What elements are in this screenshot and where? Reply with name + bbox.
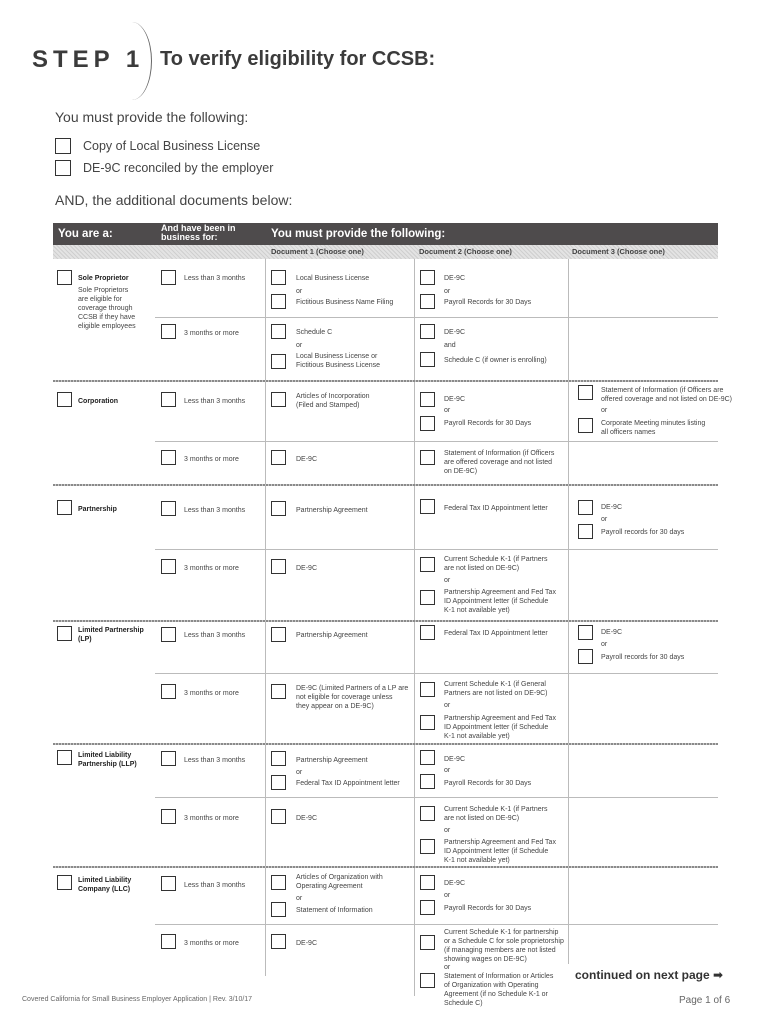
- doc2-checkbox[interactable]: [420, 392, 435, 407]
- doc-label: Payroll records for 30 days: [601, 529, 685, 536]
- entity-sole-proprietor: Sole Proprietor: [78, 275, 129, 282]
- llp-checkbox[interactable]: [57, 750, 72, 765]
- doc-line: Corporate Meeting minutes listing: [601, 420, 706, 427]
- doc-line: (if managing members are not listed: [444, 947, 556, 954]
- sole-proprietor-note: [78, 286, 136, 331]
- doc-label: Partnership Agreement: [296, 507, 368, 514]
- column-divider: [414, 259, 415, 996]
- col-provide: You must provide the following:: [271, 228, 446, 240]
- or-label: or: [296, 288, 303, 295]
- duration-checkbox[interactable]: [161, 876, 176, 891]
- doc-label: Local Business License: [296, 275, 370, 282]
- section-separator: [53, 866, 718, 868]
- doc-label: Fictitious Business Name Filing: [296, 299, 394, 306]
- doc2-checkbox[interactable]: [420, 590, 435, 605]
- entity-line: Limited Liability: [78, 752, 132, 759]
- doc-label: Schedule C: [296, 329, 333, 336]
- doc1-checkbox[interactable]: [271, 775, 286, 790]
- requirement-label: DE-9C reconciled by the employer: [83, 161, 274, 175]
- doc2-checkbox[interactable]: [420, 557, 435, 572]
- doc1-checkbox[interactable]: [271, 501, 286, 516]
- or-label: or: [444, 407, 451, 414]
- requirement-de9c: [55, 160, 273, 176]
- doc1-checkbox[interactable]: [271, 684, 286, 699]
- doc-label: Partnership Agreement: [296, 757, 368, 764]
- doc-line: Current Schedule K-1 (if Partners: [444, 806, 548, 813]
- doc2-checkbox[interactable]: [420, 499, 435, 514]
- doc-line: (Filed and Stamped): [296, 402, 360, 409]
- doc-line: ID Appointment letter (if Schedule: [444, 848, 549, 855]
- duration-checkbox[interactable]: [161, 684, 176, 699]
- doc-label: Payroll Records for 30 Days: [444, 420, 532, 427]
- entity-corporation: Corporation: [78, 398, 119, 405]
- or-label: or: [444, 702, 451, 709]
- duration-checkbox[interactable]: [161, 392, 176, 407]
- doc-label: [601, 386, 732, 404]
- requirement-business-license: [55, 138, 260, 154]
- business-license-checkbox[interactable]: [55, 138, 71, 154]
- duration-label: Less than 3 months: [184, 757, 246, 764]
- doc-label: Federal Tax ID Appointment letter: [296, 780, 400, 787]
- or-label: or: [296, 769, 303, 776]
- entity-limited-partnership: [78, 626, 144, 644]
- doc-label: Schedule C (if owner is enrolling): [444, 357, 547, 364]
- doc-label: DE-9C: [444, 396, 466, 403]
- duration-label: Less than 3 months: [184, 507, 246, 514]
- doc-label: Federal Tax ID Appointment letter: [444, 505, 548, 512]
- row-divider: [155, 924, 718, 925]
- section-separator: [53, 484, 718, 486]
- footer-text: Covered California for Small Business Employer Application | Rev. 3/10/17: [22, 996, 253, 1003]
- or-label: or: [296, 342, 303, 349]
- doc-line: are offered coverage and not listed: [444, 459, 553, 466]
- doc-line: Partners are not listed on DE-9C): [444, 690, 548, 697]
- additional-docs-text: AND, the additional documents below:: [55, 192, 293, 208]
- step-label: STEP 1: [32, 46, 145, 73]
- doc-label: [444, 680, 548, 698]
- doc-label: [296, 392, 370, 410]
- col-duration: And have been in business for:: [161, 223, 236, 242]
- doc-label: [444, 449, 554, 476]
- doc-line: of Organization with Operating: [444, 982, 539, 989]
- doc-label: [296, 352, 380, 370]
- doc-line: showing wages on DE-9C): [444, 956, 527, 963]
- doc-label: [296, 684, 408, 711]
- doc-line: K-1 not available yet): [444, 607, 510, 614]
- doc3-checkbox[interactable]: [578, 649, 593, 664]
- doc-label: DE-9C: [296, 815, 318, 822]
- doc-line: Operating Agreement: [296, 883, 363, 890]
- doc2-checkbox[interactable]: [420, 324, 435, 339]
- duration-label: 3 months or more: [184, 565, 239, 572]
- doc-line: Fictitious Business License: [296, 362, 381, 369]
- doc-label: [444, 838, 556, 865]
- doc1-checkbox[interactable]: [271, 751, 286, 766]
- doc3-checkbox[interactable]: [578, 625, 593, 640]
- duration-label: 3 months or more: [184, 330, 239, 337]
- duration-label: 3 months or more: [184, 690, 239, 697]
- or-label: or: [601, 641, 608, 648]
- doc3-checkbox[interactable]: [578, 385, 593, 400]
- row-divider: [155, 549, 718, 550]
- or-label: or: [444, 288, 451, 295]
- doc-line: Statement of Information (if Officers are: [601, 387, 724, 394]
- doc-line: offered coverage and not listed on DE-9C): [601, 396, 733, 403]
- doc-label: DE-9C: [296, 940, 318, 947]
- or-label: or: [444, 577, 451, 584]
- note-line: Sole Proprietors: [78, 287, 129, 294]
- step-divider: [112, 22, 152, 100]
- doc2-checkbox[interactable]: [420, 715, 435, 730]
- doc-label: Payroll Records for 30 Days: [444, 299, 532, 306]
- duration-label: Less than 3 months: [184, 632, 246, 639]
- doc2-header: Document 2 (Choose one): [419, 247, 512, 256]
- entity-llc: [78, 876, 131, 894]
- doc-line: Current Schedule K-1 for partnership: [444, 929, 559, 936]
- duration-label: Less than 3 months: [184, 398, 246, 405]
- duration-checkbox[interactable]: [161, 934, 176, 949]
- partnership-checkbox[interactable]: [57, 500, 72, 515]
- duration-checkbox[interactable]: [161, 501, 176, 516]
- doc2-checkbox[interactable]: [420, 450, 435, 465]
- column-divider: [265, 259, 266, 976]
- requirement-label: Copy of Local Business License: [83, 139, 261, 153]
- doc1-checkbox[interactable]: [271, 627, 286, 642]
- duration-label: Less than 3 months: [184, 275, 246, 282]
- row-divider: [155, 797, 718, 798]
- corporation-checkbox[interactable]: [57, 392, 72, 407]
- note-line: coverage through: [78, 305, 133, 312]
- note-line: CCSB if they have: [78, 314, 136, 321]
- doc1-checkbox[interactable]: [271, 294, 286, 309]
- row-divider: [155, 673, 718, 674]
- doc1-checkbox[interactable]: [271, 324, 286, 339]
- or-label: or: [444, 827, 451, 834]
- doc-line: Schedule C): [444, 1000, 483, 1007]
- doc-line: K-1 not available yet): [444, 857, 510, 864]
- doc2-checkbox[interactable]: [420, 839, 435, 854]
- entity-line: Company (LLC): [78, 886, 131, 893]
- doc-label: DE-9C: [601, 504, 623, 511]
- doc-line: they appear on a DE-9C): [296, 703, 374, 710]
- doc-label: [444, 805, 548, 823]
- doc-line: or a Schedule C for sole proprietorship: [444, 938, 564, 945]
- doc-label: [296, 873, 383, 891]
- continued-next-page: continued on next page ➡: [575, 968, 724, 982]
- doc2-checkbox[interactable]: [420, 270, 435, 285]
- doc2-checkbox[interactable]: [420, 682, 435, 697]
- entity-line: Partnership (LLP): [78, 761, 137, 768]
- doc-label: DE-9C: [296, 456, 318, 463]
- entity-llp: [78, 751, 137, 769]
- doc-label: Payroll Records for 30 Days: [444, 905, 532, 912]
- duration-checkbox[interactable]: [161, 324, 176, 339]
- doc-line: Partnership Agreement and Fed Tax: [444, 589, 556, 596]
- section-separator: [53, 743, 718, 745]
- or-label: or: [444, 892, 451, 899]
- doc2-checkbox[interactable]: [420, 875, 435, 890]
- doc1-checkbox[interactable]: [271, 354, 286, 369]
- doc-line: ID Appointment letter (if Schedule: [444, 598, 549, 605]
- de9c-checkbox[interactable]: [55, 160, 71, 176]
- doc-label: DE-9C: [444, 329, 466, 336]
- doc-label: Federal Tax ID Appointment letter: [444, 630, 548, 637]
- doc-label: Partnership Agreement: [296, 632, 368, 639]
- or-label: or: [601, 407, 608, 414]
- section-separator: [53, 620, 718, 622]
- page-number: Page 1 of 6: [679, 995, 731, 1006]
- duration-checkbox[interactable]: [161, 809, 176, 824]
- or-label: or: [601, 516, 608, 523]
- note-line: eligible employees: [78, 323, 136, 330]
- doc2-checkbox[interactable]: [420, 352, 435, 367]
- doc-line: Local Business License or: [296, 353, 378, 360]
- row-divider: [155, 441, 718, 442]
- doc2-checkbox[interactable]: [420, 973, 435, 988]
- llc-checkbox[interactable]: [57, 875, 72, 890]
- duration-label: Less than 3 months: [184, 882, 246, 889]
- entity-line: (LP): [78, 636, 92, 643]
- limited-partnership-checkbox[interactable]: [57, 626, 72, 641]
- doc-line: all officers names: [601, 429, 656, 436]
- doc-line: DE-9C (Limited Partners of a LP are: [296, 685, 409, 692]
- section-separator: [53, 380, 718, 382]
- doc1-checkbox[interactable]: [271, 934, 286, 949]
- doc-line: Current Schedule K-1 (if Partners: [444, 556, 548, 563]
- entity-partnership: Partnership: [78, 506, 117, 513]
- doc-line: not eligible for coverage unless: [296, 694, 393, 701]
- duration-checkbox[interactable]: [161, 627, 176, 642]
- doc-label: [444, 588, 556, 615]
- or-label: or: [296, 895, 303, 902]
- duration-label: 3 months or more: [184, 815, 239, 822]
- doc1-checkbox[interactable]: [271, 902, 286, 917]
- doc-line: ID Appointment letter (if Schedule: [444, 724, 549, 731]
- doc1-checkbox[interactable]: [271, 559, 286, 574]
- or-label: or: [444, 964, 451, 971]
- doc-label: [601, 419, 705, 437]
- duration-checkbox[interactable]: [161, 751, 176, 766]
- doc3-checkbox[interactable]: [578, 500, 593, 515]
- doc-line: on DE-9C): [444, 468, 478, 475]
- intro-text: You must provide the following:: [55, 109, 249, 125]
- doc-line: Agreement (if no Schedule K-1 or: [444, 991, 548, 998]
- doc-line: K-1 not available yet): [444, 733, 510, 740]
- sole-proprietor-checkbox[interactable]: [57, 270, 72, 285]
- doc3-checkbox[interactable]: [578, 524, 593, 539]
- doc2-checkbox[interactable]: [420, 900, 435, 915]
- doc-line: Statement of Information or Articles: [444, 973, 554, 980]
- doc-label: Payroll Records for 30 Days: [444, 780, 532, 787]
- doc-line: Current Schedule K-1 (if General: [444, 681, 546, 688]
- or-label: or: [444, 767, 451, 774]
- doc2-checkbox[interactable]: [420, 294, 435, 309]
- doc2-checkbox[interactable]: [420, 625, 435, 640]
- doc1-checkbox[interactable]: [271, 270, 286, 285]
- duration-checkbox[interactable]: [161, 450, 176, 465]
- duration-label: 3 months or more: [184, 940, 239, 947]
- and-label: and: [444, 342, 456, 349]
- doc-label: DE-9C: [296, 565, 318, 572]
- duration-label: 3 months or more: [184, 456, 239, 463]
- doc-line: Statement of Information (if Officers: [444, 450, 555, 457]
- note-line: are eligible for: [78, 296, 122, 303]
- doc-label: DE-9C: [444, 756, 466, 763]
- duration-checkbox[interactable]: [161, 270, 176, 285]
- table-header: [53, 223, 718, 245]
- page-title: To verify eligibility for CCSB:: [160, 48, 436, 70]
- entity-line: Limited Partnership: [78, 627, 144, 634]
- table-subheader: [53, 245, 718, 259]
- doc1-checkbox[interactable]: [271, 875, 286, 890]
- doc-line: Articles of Incorporation: [296, 393, 370, 400]
- doc-line: are not listed on DE-9C): [444, 815, 520, 822]
- doc2-checkbox[interactable]: [420, 416, 435, 431]
- doc-label: [444, 928, 564, 964]
- doc-label: DE-9C: [601, 629, 623, 636]
- doc-line: Articles of Organization with: [296, 874, 383, 881]
- doc2-checkbox[interactable]: [420, 806, 435, 821]
- doc-label: Statement of Information: [296, 907, 373, 914]
- doc1-checkbox[interactable]: [271, 809, 286, 824]
- doc1-checkbox[interactable]: [271, 450, 286, 465]
- doc3-checkbox[interactable]: [578, 418, 593, 433]
- doc-line: are not listed on DE-9C): [444, 565, 520, 572]
- col-you-are: You are a:: [58, 228, 113, 240]
- doc2-checkbox[interactable]: [420, 935, 435, 950]
- row-divider: [155, 317, 718, 318]
- doc-label: [444, 972, 553, 1008]
- doc-line: Partnership Agreement and Fed Tax: [444, 715, 556, 722]
- doc1-header: Document 1 (Choose one): [271, 247, 364, 256]
- doc-label: DE-9C: [444, 880, 466, 887]
- duration-checkbox[interactable]: [161, 559, 176, 574]
- doc3-header: Document 3 (Choose one): [572, 247, 665, 256]
- doc2-checkbox[interactable]: [420, 750, 435, 765]
- column-divider: [568, 259, 569, 964]
- doc-label: DE-9C: [444, 275, 466, 282]
- doc2-checkbox[interactable]: [420, 774, 435, 789]
- doc-line: Partnership Agreement and Fed Tax: [444, 839, 556, 846]
- doc-label: [444, 714, 556, 741]
- entity-line: Limited Liability: [78, 877, 132, 884]
- doc-label: Payroll records for 30 days: [601, 654, 685, 661]
- doc1-checkbox[interactable]: [271, 392, 286, 407]
- doc-label: [444, 555, 548, 573]
